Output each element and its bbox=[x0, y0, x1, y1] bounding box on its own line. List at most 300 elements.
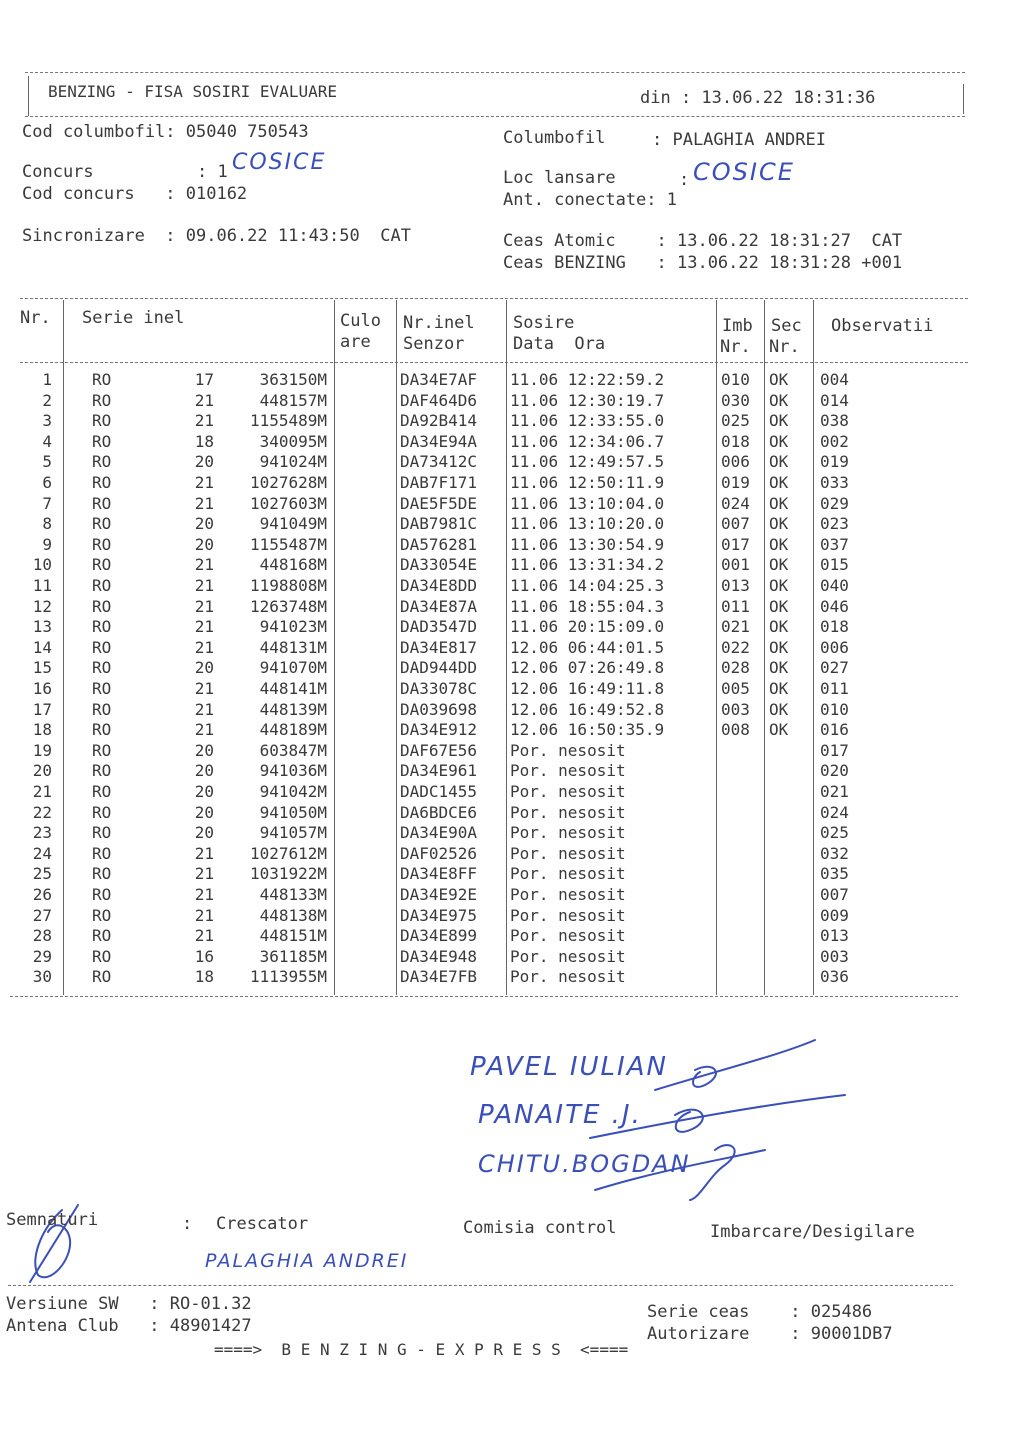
row-13-an: 21 bbox=[194, 617, 214, 636]
header-title: BENZING - FISA SOSIRI EVALUARE bbox=[48, 82, 337, 101]
row-20-inel: 941036M bbox=[259, 761, 327, 780]
row-3-sosire: 11.06 12:33:55.0 bbox=[510, 411, 665, 430]
row-18-tara: RO bbox=[92, 720, 112, 739]
row-16-inel: 448141M bbox=[259, 679, 327, 698]
row-26-an: 21 bbox=[194, 885, 214, 904]
row-2-sosire: 11.06 12:30:19.7 bbox=[510, 391, 665, 410]
row-3-tara: RO bbox=[92, 411, 112, 430]
row-14-inel: 448131M bbox=[259, 638, 327, 657]
row-13-inel: 941023M bbox=[259, 617, 327, 636]
row-10-senzor: DA33054E bbox=[400, 555, 478, 574]
row-8-an: 20 bbox=[194, 514, 214, 533]
row-30-tara: RO bbox=[92, 967, 112, 986]
row-30-nr: 30 bbox=[32, 967, 52, 986]
row-25-obs: 035 bbox=[820, 864, 849, 883]
header-nrinel-1: Nr.inel bbox=[403, 313, 475, 333]
row-21-an: 20 bbox=[194, 782, 214, 801]
row-6-obs: 033 bbox=[820, 473, 849, 492]
row-28-tara: RO bbox=[92, 926, 112, 945]
header-date: din : 13.06.22 18:31:36 bbox=[640, 88, 876, 108]
columbofil-value: : PALAGHIA ANDREI bbox=[652, 130, 826, 150]
column-divider-serie bbox=[334, 300, 335, 995]
row-1-an: 17 bbox=[194, 370, 214, 389]
row-6-an: 21 bbox=[194, 473, 214, 492]
row-23-nr: 23 bbox=[32, 823, 52, 842]
row-14-obs: 006 bbox=[820, 638, 849, 657]
loc-lansare-handwritten: COSICE bbox=[693, 158, 795, 186]
row-24-an: 21 bbox=[194, 844, 214, 863]
row-2-senzor: DAF464D6 bbox=[400, 391, 478, 410]
row-2-obs: 014 bbox=[820, 391, 849, 410]
row-12-tara: RO bbox=[92, 597, 112, 616]
row-10-inel: 448168M bbox=[259, 555, 327, 574]
table-bottom-border bbox=[10, 996, 958, 997]
row-2-imb: 030 bbox=[721, 391, 750, 410]
row-17-inel: 448139M bbox=[259, 700, 327, 719]
row-1-nr: 1 bbox=[42, 370, 52, 389]
benzing-express-brand: ====> B E N Z I N G - E X P R E S S <==== bbox=[214, 1340, 629, 1359]
row-13-sec: OK bbox=[769, 617, 789, 636]
row-19-obs: 017 bbox=[820, 741, 849, 760]
row-19-senzor: DAF67E56 bbox=[400, 741, 478, 760]
row-10-imb: 001 bbox=[721, 555, 750, 574]
row-13-senzor: DAD3547D bbox=[400, 617, 478, 636]
concurs-colon: : 1 bbox=[197, 162, 228, 182]
row-30-sosire: Por. nesosit bbox=[510, 967, 626, 986]
row-17-tara: RO bbox=[92, 700, 112, 719]
row-2-nr: 2 bbox=[42, 391, 52, 410]
row-15-obs: 027 bbox=[820, 658, 849, 677]
row-19-an: 20 bbox=[194, 741, 214, 760]
row-4-nr: 4 bbox=[42, 432, 52, 451]
row-22-senzor: DA6BDCE6 bbox=[400, 803, 478, 822]
concurs-handwritten: COSICE bbox=[232, 150, 327, 175]
row-4-inel: 340095M bbox=[259, 432, 327, 451]
row-15-sosire: 12.06 07:26:49.8 bbox=[510, 658, 665, 677]
row-10-sosire: 11.06 13:31:34.2 bbox=[510, 555, 665, 574]
row-9-nr: 9 bbox=[42, 535, 52, 554]
row-7-sosire: 11.06 13:10:04.0 bbox=[510, 494, 665, 513]
row-5-inel: 941024M bbox=[259, 452, 327, 471]
row-1-tara: RO bbox=[92, 370, 112, 389]
row-17-nr: 17 bbox=[32, 700, 52, 719]
header-serie-inel: Serie inel bbox=[82, 308, 185, 328]
row-26-obs: 007 bbox=[820, 885, 849, 904]
row-16-sosire: 12.06 16:49:11.8 bbox=[510, 679, 665, 698]
row-9-an: 20 bbox=[194, 535, 214, 554]
row-25-senzor: DA34E8FF bbox=[400, 864, 478, 883]
row-26-nr: 26 bbox=[32, 885, 52, 904]
row-16-nr: 16 bbox=[32, 679, 52, 698]
sincronizare: Sincronizare : 09.06.22 11:43:50 CAT bbox=[22, 226, 411, 246]
header-imb-2: Nr. bbox=[720, 337, 751, 357]
row-3-obs: 038 bbox=[820, 411, 849, 430]
header-nrinel-2: Senzor bbox=[403, 334, 465, 354]
row-6-sosire: 11.06 12:50:11.9 bbox=[510, 473, 665, 492]
row-20-nr: 20 bbox=[32, 761, 52, 780]
row-18-obs: 016 bbox=[820, 720, 849, 739]
row-21-sosire: Por. nesosit bbox=[510, 782, 626, 801]
row-23-an: 20 bbox=[194, 823, 214, 842]
row-11-inel: 1198808M bbox=[249, 576, 327, 595]
row-27-senzor: DA34E975 bbox=[400, 906, 478, 925]
row-30-an: 18 bbox=[194, 967, 214, 986]
row-17-imb: 003 bbox=[721, 700, 750, 719]
autorizare: Autorizare : 90001DB7 bbox=[647, 1324, 893, 1344]
row-29-senzor: DA34E948 bbox=[400, 947, 478, 966]
row-3-senzor: DA92B414 bbox=[400, 411, 478, 430]
row-26-senzor: DA34E92E bbox=[400, 885, 478, 904]
row-18-nr: 18 bbox=[32, 720, 52, 739]
row-24-tara: RO bbox=[92, 844, 112, 863]
comisia-control-label: Comisia control bbox=[463, 1218, 617, 1238]
row-16-an: 21 bbox=[194, 679, 214, 698]
row-20-obs: 020 bbox=[820, 761, 849, 780]
row-19-nr: 19 bbox=[32, 741, 52, 760]
row-9-imb: 017 bbox=[721, 535, 750, 554]
row-14-an: 21 bbox=[194, 638, 214, 657]
loc-lansare-label: Loc lansare bbox=[503, 168, 616, 188]
serie-ceas: Serie ceas : 025486 bbox=[647, 1302, 873, 1322]
row-12-inel: 1263748M bbox=[249, 597, 327, 616]
signature-loop-2 bbox=[675, 1110, 703, 1132]
row-26-inel: 448133M bbox=[259, 885, 327, 904]
row-14-senzor: DA34E817 bbox=[400, 638, 478, 657]
row-29-sosire: Por. nesosit bbox=[510, 947, 626, 966]
signature-loop-3 bbox=[690, 1145, 735, 1200]
row-19-sosire: Por. nesosit bbox=[510, 741, 626, 760]
row-15-imb: 028 bbox=[721, 658, 750, 677]
row-12-nr: 12 bbox=[32, 597, 52, 616]
columbofil-label: Columbofil bbox=[503, 128, 606, 148]
row-17-sosire: 12.06 16:49:52.8 bbox=[510, 700, 665, 719]
row-12-sec: OK bbox=[769, 597, 789, 616]
footer-separator bbox=[8, 1285, 953, 1286]
row-15-tara: RO bbox=[92, 658, 112, 677]
row-2-sec: OK bbox=[769, 391, 789, 410]
row-4-sosire: 11.06 12:34:06.7 bbox=[510, 432, 665, 451]
row-15-an: 20 bbox=[194, 658, 214, 677]
row-27-obs: 009 bbox=[820, 906, 849, 925]
row-8-senzor: DAB7981C bbox=[400, 514, 478, 533]
row-25-sosire: Por. nesosit bbox=[510, 864, 626, 883]
row-14-sosire: 12.06 06:44:01.5 bbox=[510, 638, 665, 657]
row-17-senzor: DA039698 bbox=[400, 700, 478, 719]
row-10-obs: 015 bbox=[820, 555, 849, 574]
row-7-nr: 7 bbox=[42, 494, 52, 513]
row-7-imb: 024 bbox=[721, 494, 750, 513]
row-3-sec: OK bbox=[769, 411, 789, 430]
row-16-tara: RO bbox=[92, 679, 112, 698]
semnaturi-label: Semnaturi bbox=[6, 1210, 99, 1230]
row-11-nr: 11 bbox=[32, 576, 52, 595]
row-16-senzor: DA33078C bbox=[400, 679, 478, 698]
row-8-sosire: 11.06 13:10:20.0 bbox=[510, 514, 665, 533]
row-22-tara: RO bbox=[92, 803, 112, 822]
cod-concurs: Cod concurs : 010162 bbox=[22, 184, 248, 204]
row-3-inel: 1155489M bbox=[249, 411, 327, 430]
row-16-sec: OK bbox=[769, 679, 789, 698]
row-5-nr: 5 bbox=[42, 452, 52, 471]
row-29-tara: RO bbox=[92, 947, 112, 966]
row-12-imb: 011 bbox=[721, 597, 750, 616]
row-19-tara: RO bbox=[92, 741, 112, 760]
antena-club: Antena Club : 48901427 bbox=[6, 1316, 252, 1336]
row-9-tara: RO bbox=[92, 535, 112, 554]
handwritten-name-2: PANAITE .J. bbox=[478, 1100, 642, 1130]
row-12-sosire: 11.06 18:55:04.3 bbox=[510, 597, 665, 616]
table-top-border bbox=[20, 298, 968, 299]
row-30-senzor: DA34E7FB bbox=[400, 967, 478, 986]
row-18-inel: 448189M bbox=[259, 720, 327, 739]
cod-columbofil: Cod columbofil: 05040 750543 bbox=[22, 122, 309, 142]
header-sec-1: Sec bbox=[771, 316, 802, 336]
row-18-imb: 008 bbox=[721, 720, 750, 739]
row-9-inel: 1155487M bbox=[249, 535, 327, 554]
row-8-tara: RO bbox=[92, 514, 112, 533]
row-11-an: 21 bbox=[194, 576, 214, 595]
row-7-senzor: DAE5F5DE bbox=[400, 494, 478, 513]
row-2-inel: 448157M bbox=[259, 391, 327, 410]
row-19-inel: 603847M bbox=[259, 741, 327, 760]
row-29-an: 16 bbox=[194, 947, 214, 966]
row-9-obs: 037 bbox=[820, 535, 849, 554]
row-20-tara: RO bbox=[92, 761, 112, 780]
row-14-sec: OK bbox=[769, 638, 789, 657]
row-9-sec: OK bbox=[769, 535, 789, 554]
row-27-tara: RO bbox=[92, 906, 112, 925]
row-7-sec: OK bbox=[769, 494, 789, 513]
header-right-border bbox=[963, 84, 964, 114]
row-16-imb: 005 bbox=[721, 679, 750, 698]
row-20-senzor: DA34E961 bbox=[400, 761, 478, 780]
row-1-sosire: 11.06 12:22:59.2 bbox=[510, 370, 665, 389]
row-10-nr: 10 bbox=[32, 555, 52, 574]
row-23-obs: 025 bbox=[820, 823, 849, 842]
row-6-inel: 1027628M bbox=[249, 473, 327, 492]
row-7-an: 21 bbox=[194, 494, 214, 513]
row-11-tara: RO bbox=[92, 576, 112, 595]
row-21-senzor: DADC1455 bbox=[400, 782, 478, 801]
row-21-nr: 21 bbox=[32, 782, 52, 801]
row-28-inel: 448151M bbox=[259, 926, 327, 945]
row-1-inel: 363150M bbox=[259, 370, 327, 389]
row-9-sosire: 11.06 13:30:54.9 bbox=[510, 535, 665, 554]
row-8-inel: 941049M bbox=[259, 514, 327, 533]
row-4-obs: 002 bbox=[820, 432, 849, 451]
column-divider-senzor bbox=[506, 300, 507, 995]
row-7-tara: RO bbox=[92, 494, 112, 513]
row-11-imb: 013 bbox=[721, 576, 750, 595]
handwritten-name-1: PAVEL IULIAN bbox=[470, 1052, 668, 1082]
column-divider-culoare bbox=[396, 300, 397, 995]
row-13-obs: 018 bbox=[820, 617, 849, 636]
row-6-sec: OK bbox=[769, 473, 789, 492]
row-14-imb: 022 bbox=[721, 638, 750, 657]
row-11-obs: 040 bbox=[820, 576, 849, 595]
row-24-nr: 24 bbox=[32, 844, 52, 863]
row-8-nr: 8 bbox=[42, 514, 52, 533]
row-11-sec: OK bbox=[769, 576, 789, 595]
row-29-nr: 29 bbox=[32, 947, 52, 966]
row-28-obs: 013 bbox=[820, 926, 849, 945]
header-bottom-border bbox=[25, 116, 965, 117]
row-13-sosire: 11.06 20:15:09.0 bbox=[510, 617, 665, 636]
loc-lansare-colon: : bbox=[679, 170, 690, 190]
row-22-inel: 941050M bbox=[259, 803, 327, 822]
row-14-nr: 14 bbox=[32, 638, 52, 657]
row-20-an: 20 bbox=[194, 761, 214, 780]
row-27-sosire: Por. nesosit bbox=[510, 906, 626, 925]
row-5-imb: 006 bbox=[721, 452, 750, 471]
row-6-nr: 6 bbox=[42, 473, 52, 492]
header-nr: Nr. bbox=[20, 308, 51, 328]
row-28-nr: 28 bbox=[32, 926, 52, 945]
ceas-benzing: Ceas BENZING : 13.06.22 18:31:28 +001 bbox=[503, 253, 903, 273]
row-5-an: 20 bbox=[194, 452, 214, 471]
row-7-inel: 1027603M bbox=[249, 494, 327, 513]
row-5-obs: 019 bbox=[820, 452, 849, 471]
row-15-inel: 941070M bbox=[259, 658, 327, 677]
header-observatii: Observatii bbox=[831, 316, 934, 336]
row-26-sosire: Por. nesosit bbox=[510, 885, 626, 904]
row-29-inel: 361185M bbox=[259, 947, 327, 966]
row-6-senzor: DAB7F171 bbox=[400, 473, 478, 492]
header-sec-2: Nr. bbox=[769, 337, 800, 357]
row-27-inel: 448138M bbox=[259, 906, 327, 925]
row-11-sosire: 11.06 14:04:25.3 bbox=[510, 576, 665, 595]
row-24-inel: 1027612M bbox=[249, 844, 327, 863]
signature-loop-1 bbox=[693, 1067, 716, 1087]
row-27-an: 21 bbox=[194, 906, 214, 925]
concurs-label: Concurs bbox=[22, 162, 94, 182]
row-23-sosire: Por. nesosit bbox=[510, 823, 626, 842]
header-sosire-2: Data Ora bbox=[513, 334, 606, 354]
row-11-senzor: DA34E8DD bbox=[400, 576, 478, 595]
header-left-border bbox=[28, 76, 29, 116]
row-2-tara: RO bbox=[92, 391, 112, 410]
row-5-tara: RO bbox=[92, 452, 112, 471]
row-13-nr: 13 bbox=[32, 617, 52, 636]
row-1-obs: 004 bbox=[820, 370, 849, 389]
row-24-sosire: Por. nesosit bbox=[510, 844, 626, 863]
row-23-tara: RO bbox=[92, 823, 112, 842]
row-5-sosire: 11.06 12:49:57.5 bbox=[510, 452, 665, 471]
row-4-senzor: DA34E94A bbox=[400, 432, 478, 451]
row-21-obs: 021 bbox=[820, 782, 849, 801]
row-18-sosire: 12.06 16:50:35.9 bbox=[510, 720, 665, 739]
row-4-imb: 018 bbox=[721, 432, 750, 451]
row-3-nr: 3 bbox=[42, 411, 52, 430]
handwritten-name-3: CHITU.BOGDAN bbox=[478, 1150, 691, 1178]
row-4-an: 18 bbox=[194, 432, 214, 451]
row-18-sec: OK bbox=[769, 720, 789, 739]
row-28-senzor: DA34E899 bbox=[400, 926, 478, 945]
row-22-an: 20 bbox=[194, 803, 214, 822]
row-13-tara: RO bbox=[92, 617, 112, 636]
row-16-obs: 011 bbox=[820, 679, 849, 698]
column-divider-nr bbox=[63, 300, 64, 995]
row-25-an: 21 bbox=[194, 864, 214, 883]
row-8-imb: 007 bbox=[721, 514, 750, 533]
row-24-obs: 032 bbox=[820, 844, 849, 863]
row-25-tara: RO bbox=[92, 864, 112, 883]
row-12-an: 21 bbox=[194, 597, 214, 616]
row-24-senzor: DAF02526 bbox=[400, 844, 478, 863]
row-9-senzor: DA576281 bbox=[400, 535, 478, 554]
table-header-border bbox=[20, 362, 968, 363]
row-25-nr: 25 bbox=[32, 864, 52, 883]
row-3-imb: 025 bbox=[721, 411, 750, 430]
header-sosire-1: Sosire bbox=[513, 313, 575, 333]
crescator-handwritten-name: PALAGHIA ANDREI bbox=[205, 1250, 409, 1272]
row-21-tara: RO bbox=[92, 782, 112, 801]
row-5-senzor: DA73412C bbox=[400, 452, 478, 471]
row-12-senzor: DA34E87A bbox=[400, 597, 478, 616]
row-27-nr: 27 bbox=[32, 906, 52, 925]
row-23-inel: 941057M bbox=[259, 823, 327, 842]
row-17-an: 21 bbox=[194, 700, 214, 719]
semnaturi-colon: : bbox=[182, 1214, 193, 1234]
row-30-inel: 1113955M bbox=[249, 967, 327, 986]
row-20-sosire: Por. nesosit bbox=[510, 761, 626, 780]
signature-stroke-1 bbox=[655, 1040, 815, 1090]
row-4-tara: RO bbox=[92, 432, 112, 451]
column-divider-imb bbox=[764, 300, 765, 995]
row-14-tara: RO bbox=[92, 638, 112, 657]
row-8-sec: OK bbox=[769, 514, 789, 533]
row-15-senzor: DAD944DD bbox=[400, 658, 478, 677]
row-25-inel: 1031922M bbox=[249, 864, 327, 883]
row-28-sosire: Por. nesosit bbox=[510, 926, 626, 945]
crescator-label: Crescator bbox=[216, 1214, 309, 1234]
row-4-sec: OK bbox=[769, 432, 789, 451]
header-imb-1: Imb bbox=[722, 316, 753, 336]
row-10-sec: OK bbox=[769, 555, 789, 574]
row-17-obs: 010 bbox=[820, 700, 849, 719]
header-culoare-1: Culo bbox=[340, 311, 381, 331]
row-26-tara: RO bbox=[92, 885, 112, 904]
row-1-sec: OK bbox=[769, 370, 789, 389]
row-10-an: 21 bbox=[194, 555, 214, 574]
row-22-obs: 024 bbox=[820, 803, 849, 822]
row-18-senzor: DA34E912 bbox=[400, 720, 478, 739]
column-divider-sosire bbox=[716, 300, 717, 995]
row-5-sec: OK bbox=[769, 452, 789, 471]
column-divider-sec bbox=[813, 300, 814, 995]
row-7-obs: 029 bbox=[820, 494, 849, 513]
antene-conectate: Ant. conectate: 1 bbox=[503, 190, 677, 210]
row-6-imb: 019 bbox=[721, 473, 750, 492]
row-1-imb: 010 bbox=[721, 370, 750, 389]
row-22-nr: 22 bbox=[32, 803, 52, 822]
row-21-inel: 941042M bbox=[259, 782, 327, 801]
row-1-senzor: DA34E7AF bbox=[400, 370, 478, 389]
row-3-an: 21 bbox=[194, 411, 214, 430]
row-30-obs: 036 bbox=[820, 967, 849, 986]
row-18-an: 21 bbox=[194, 720, 214, 739]
header-culoare-2: are bbox=[340, 332, 371, 352]
row-13-imb: 021 bbox=[721, 617, 750, 636]
header-top-border bbox=[25, 72, 965, 73]
row-12-obs: 046 bbox=[820, 597, 849, 616]
row-28-an: 21 bbox=[194, 926, 214, 945]
row-8-obs: 023 bbox=[820, 514, 849, 533]
imbarcare-desigilare-label: Imbarcare/Desigilare bbox=[710, 1222, 915, 1242]
row-10-tara: RO bbox=[92, 555, 112, 574]
row-17-sec: OK bbox=[769, 700, 789, 719]
versiune-sw: Versiune SW : RO-01.32 bbox=[6, 1294, 252, 1314]
